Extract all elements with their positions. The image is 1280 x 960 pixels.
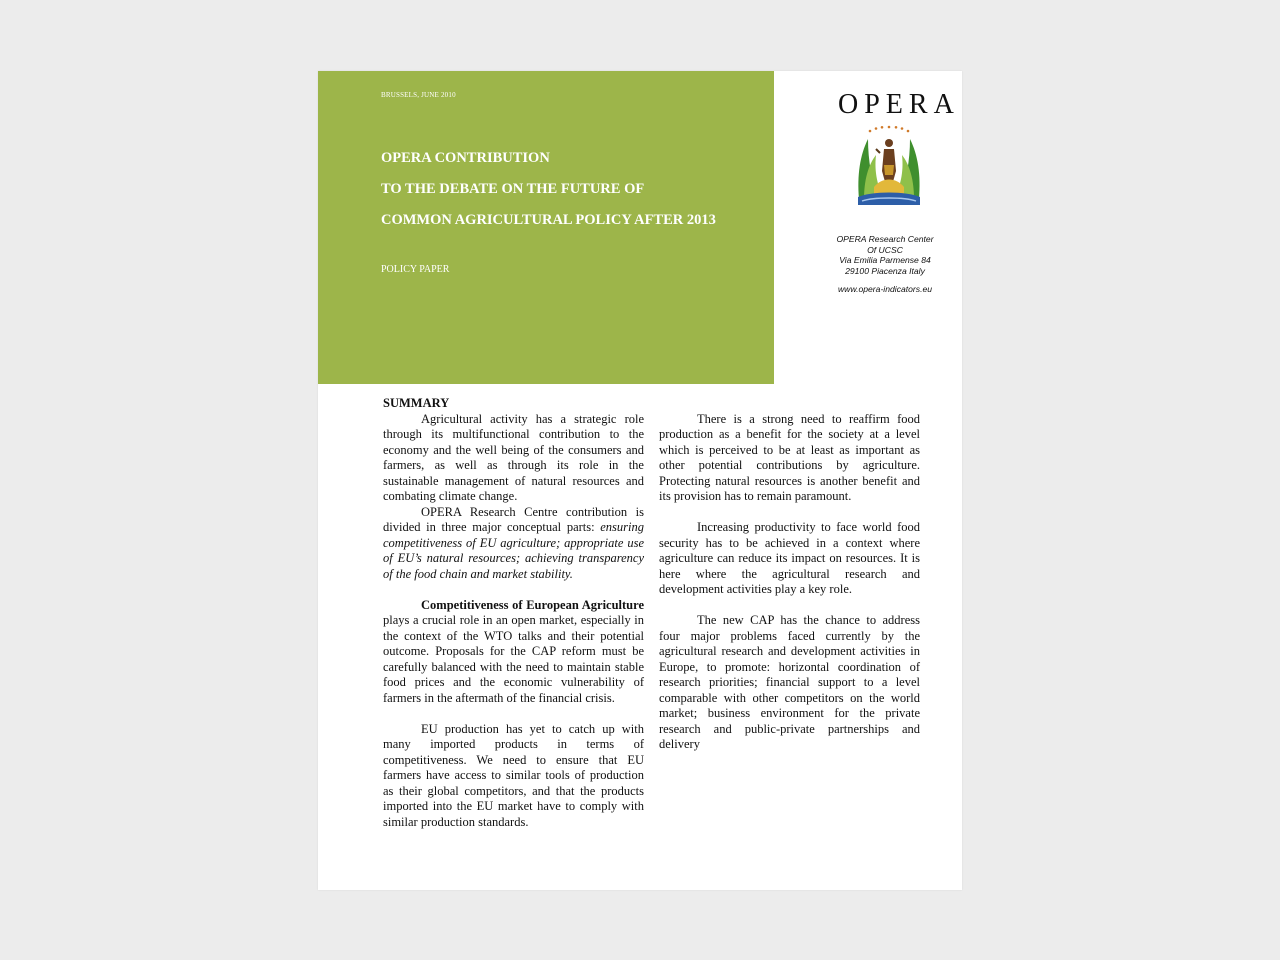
paragraph-6: Increasing productivity to face world food security has to be achieved in a context where agriculture can reduce its impact on resources. It is here where the agricultural research and development activities play a key role. [659, 520, 920, 596]
document-page [318, 71, 962, 890]
paragraph-3-bold: Competitiveness of European Agriculture [421, 597, 644, 612]
paragraph-1: Agricultural activity has a strategic role through its multifunctional contribution to the economy and the well being of the consumers and farmers, as well as through its role in the sustainable management of natural resources and combating climate change. [383, 411, 644, 503]
address-block [810, 234, 960, 295]
title-line-3: COMMON AGRICULTURAL POLICY AFTER 2013 [381, 212, 716, 228]
document-title [381, 143, 716, 236]
summary-heading: SUMMARY [383, 396, 450, 410]
title-banner [318, 71, 774, 384]
paragraph-3-text: plays a crucial role in an open market, especially in the context of the WTO talks and their potential outcome. Proposals for the CAP reform must be carefully balanced with the need to maintain stable food prices and the economic vulnerability of farmers in the aftermath of the financial crisis. [383, 613, 644, 705]
title-line-1: OPERA CONTRIBUTION [381, 150, 550, 166]
paragraph-2-italic: ensuring competitiveness of EU agriculture; appropriate use of EU’s natural resources; achieving transparency of the food chain and market stability. [383, 520, 644, 581]
address-line-4: 29100 Piacenza Italy [845, 265, 925, 276]
text-column-left [383, 396, 644, 830]
brand-name: OPERA [838, 89, 960, 120]
title-line-2: TO THE DEBATE ON THE FUTURE OF [381, 181, 645, 197]
paragraph-2 [383, 505, 644, 583]
paragraph-4: EU production has yet to catch up with many imported products in terms of competitiveness. We need to ensure that EU farmers have access to similar tools of production as their global competitors, and that the products imported into the EU market have to comply with similar production standards. [383, 721, 644, 829]
paragraph-5: There is a strong need to reaffirm food production as a benefit for the society at a level which is perceived to be at least as important as other potential contributions by agriculture. Protecting natural resources is another benefit and its provision has to remain paramount. [659, 411, 920, 503]
website-link[interactable]: www.opera-indicators.eu [837, 284, 933, 295]
address-line-2: Of UCSC [867, 244, 903, 255]
address-line-1: OPERA Research Center [836, 234, 934, 244]
address-line-3: Via Emilia Parmense 84 [839, 255, 931, 266]
opera-logo-icon [854, 125, 924, 205]
paragraph-2-text: OPERA Research Centre contribution is divided in three major conceptual parts: [383, 504, 644, 534]
dateline: BRUSSELS, JUNE 2010 [381, 91, 456, 99]
paragraph-3 [383, 598, 644, 707]
paragraph-7: The new CAP has the chance to address four major problems faced currently by the agricultural research and development activities in Europe, to promote: horizontal coordination of research priorities; financial support to a level comparable with other competitors on the world market; business environment for the private research and public-private partnerships and delivery [659, 613, 920, 751]
document-type: POLICY PAPER [381, 264, 450, 275]
text-column-right [659, 396, 920, 753]
